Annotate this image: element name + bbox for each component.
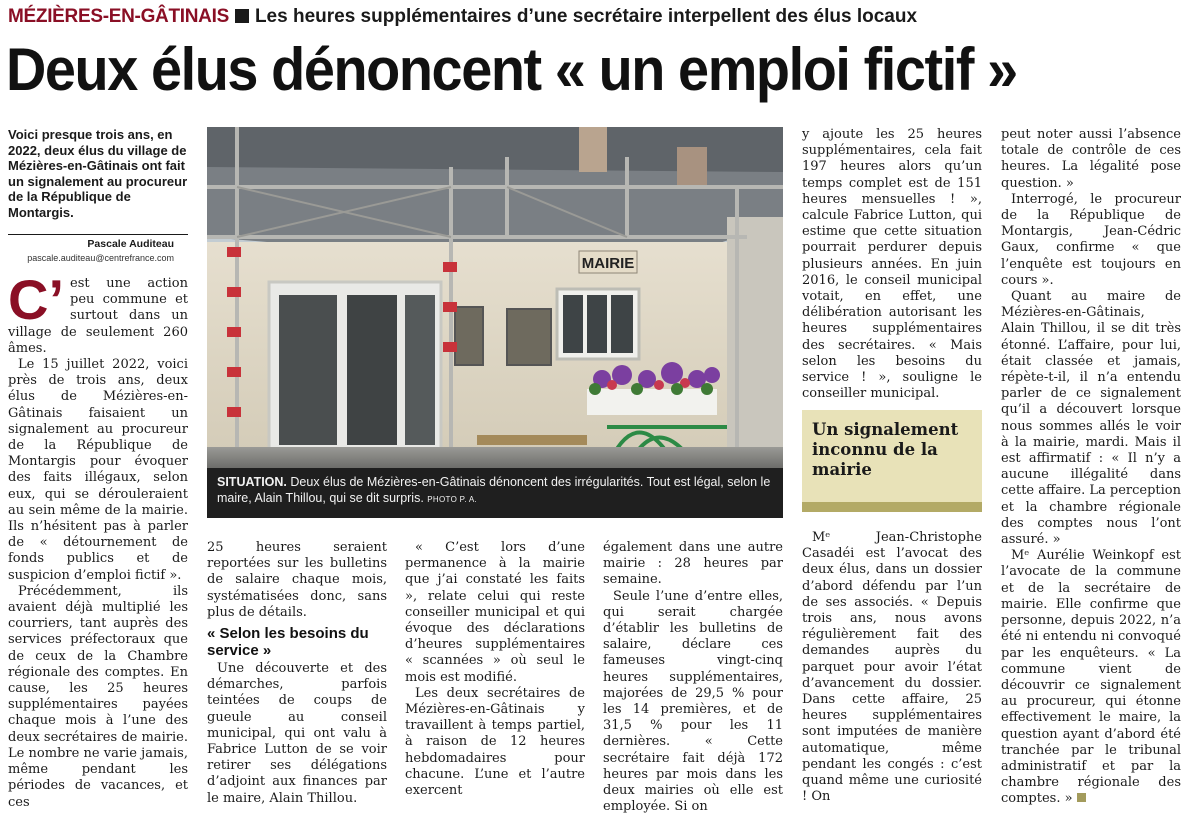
square-bullet-icon [235, 9, 249, 23]
byline-divider [8, 234, 188, 235]
inset-heading: Un signalement inconnu de la mairie [812, 420, 959, 479]
column-1 [8, 268, 188, 811]
kicker-location: MÉZIÈRES-EN-GÂTINAIS [8, 6, 229, 27]
paragraph: Les deux secrétaires de Mézières-en-Gâtinais y travaillent à temps partiel, à raison de 12 heures hebdomadaires pour chacune. L’une et l’autre exercent [405, 685, 585, 799]
inset-box [802, 410, 982, 512]
paragraph-text: est une action peu commune et surtout dans un village de seulement 260 âmes. [8, 276, 188, 356]
byline-email: pascale.auditeau@centrefrance.com [27, 253, 174, 263]
paragraph: Interrogé, le procureur de la République de Montargis, Jean-Cédric Gaux, confirme « que l’enquête est toujours en cours ». [1001, 191, 1181, 288]
kicker-subtitle: Les heures supplémentaires d’une secrétaire interpellent des élus locaux [254, 6, 918, 27]
inset-band [802, 502, 982, 512]
paragraph: également dans une autre mairie : 28 heures par semaine. [603, 540, 783, 588]
drop-cap: C’ [8, 268, 64, 331]
paragraph: peut noter aussi l’absence totale de contrôle de ces heures. La légalité pose question. » [1001, 127, 1181, 191]
paragraph: Quant au maire de Mézières-en-Gâtinais, Alain Thillou, il se dit très étonné. L’affaire, pour lui, était classée et jamais, répète-t-il, il n’a entendu parler de ce signalement qu’il a découvert lorsque nous sommes allés le voir à la mairie, mardi. Mais il est affirmatif : « Il n’y a aucune illégalité dans cette affaire. La perception et la chambre régionale des comptes nous l’ont assuré. » [1001, 289, 1181, 548]
paragraph: Une découverte et des démarches, parfois teintées de coups de gueule au conseil municipal, qui ont valu à Fabrice Lutton de se voir retirer ses délégations d’adjoint aux finances par le maire, Alain Thillou. [207, 661, 387, 806]
subheading: « Selon les besoins du service » [207, 625, 369, 660]
paragraph: Le 15 juillet 2022, voici près de trois ans, deux élus de Mézières-en-Gâtinais faisaient un signalement au procureur de la République de Montargis pour évoquer des faits illégaux, selon eux, qui se dérouleraient au sein même de la mairie. Ils n’hésitent pas à parler de « détournement de fonds publics et de suspicion d’emploi fictif ». [8, 357, 188, 583]
column-4 [603, 540, 783, 815]
column-2 [207, 540, 387, 807]
column-6 [1001, 127, 1181, 808]
photo-caption [207, 468, 783, 518]
caption-label: SITUATION. [217, 475, 287, 489]
paragraph: Mᵉ Jean-Christophe Casadéi est l’avocat des deux élus, dans un dossier d’abord défendu par l’un de ses associés. « Depuis trois ans, nous avons régulièrement fait des demandes auprès du parquet pour avoir l’état d’avancement du dossier. Dans cette affaire, 25 heures supplémentaires sont imputées de manière automatique, même pendant les congés : c’est quand même une curiosité ! On [802, 530, 982, 805]
mairie-sign: MAIRIE [581, 255, 635, 272]
town-hall-illustration [207, 127, 783, 468]
end-mark-icon [1077, 793, 1086, 802]
column-5 [802, 127, 982, 402]
town-hall-photo [207, 127, 783, 468]
paragraph: y ajoute les 25 heures supplémentaires, cela fait 197 heures alors qu’un temps complet est de 151 heures mensuelles ! », calcule Fabrice Lutton, qui estime que cette situation pourrait perdurer depuis plusieurs années. En juin 2016, le conseil municipal votait, en effet, une délibération autorisant les heures supplémentaires des secrétaires. « Mais selon les besoins du service ! », souligne le conseiller municipal. [802, 127, 982, 402]
kicker [8, 4, 1198, 30]
paragraph: 25 heures seraient reportées sur les bulletins de salaire chaque mois, systématisées donc, sans plus de détails. [207, 540, 387, 620]
caption-text: Deux élus de Mézières-en-Gâtinais dénoncent des irrégularités. Tout est légal, selon le maire, Alain Thillou, qui se dit surpris. [217, 475, 771, 505]
paragraph-text: Mᵉ Aurélie Weinkopf est l’avocate de la commune et de la secrétaire de mairie. Elle confirme que personne, depuis 2022, n’a été ni entendu ni convoqué par les enquêteurs. « La commune vient de découvrir ce signalement au procureur, qui étonne effectivement le maire, la question ayant d’abord été tranchée par le tribunal administratif et par la chambre régionale des comptes. » [1001, 548, 1181, 807]
paragraph: Seule l’une d’entre elles, qui serait chargée d’établir les bulletins de salaire, déclare ces fameuses vingt-cinq heures supplémentaires, majorées de 29,5 % pour les 14 premières, et de 31,5 % pour les 11 dernières. « Cette secrétaire fait déjà 172 heures par mois dans les deux mairies où elle est employée. Si on [603, 588, 783, 815]
column-3 [405, 540, 585, 799]
paragraph [8, 268, 188, 357]
paragraph: Précédemment, ils avaient déjà multiplié les courriers, tant auprès des services préfectoraux que de ceux de la Chambre régionale des comptes. En cause, les 25 heures supplémentaires payées chaque mois à l’une des deux secrétaires de mairie. Le nombre ne varie jamais, même pendant les périodes de vacances, et ces [8, 583, 188, 810]
photo-credit: PHOTO P. A. [427, 495, 477, 504]
paragraph: « C’est lors d’une permanence à la mairie que j’ai constaté les faits », relate celui qui reste conseiller municipal et qui évoque des déclarations d’heures supplémentaires « scannées » où seul le mois est modifié. [405, 540, 585, 685]
lead-paragraph: Voici presque trois ans, en 2022, deux élus du village de Mézières-en-Gâtinais ont fait un signalement au procureur de la République de Montargis. [8, 127, 188, 220]
paragraph [1001, 548, 1181, 807]
headline: Deux élus dénoncent « un emploi fictif » [6, 36, 1017, 103]
column-5-continued [802, 530, 982, 805]
byline-author: Pascale Auditeau [87, 238, 174, 250]
